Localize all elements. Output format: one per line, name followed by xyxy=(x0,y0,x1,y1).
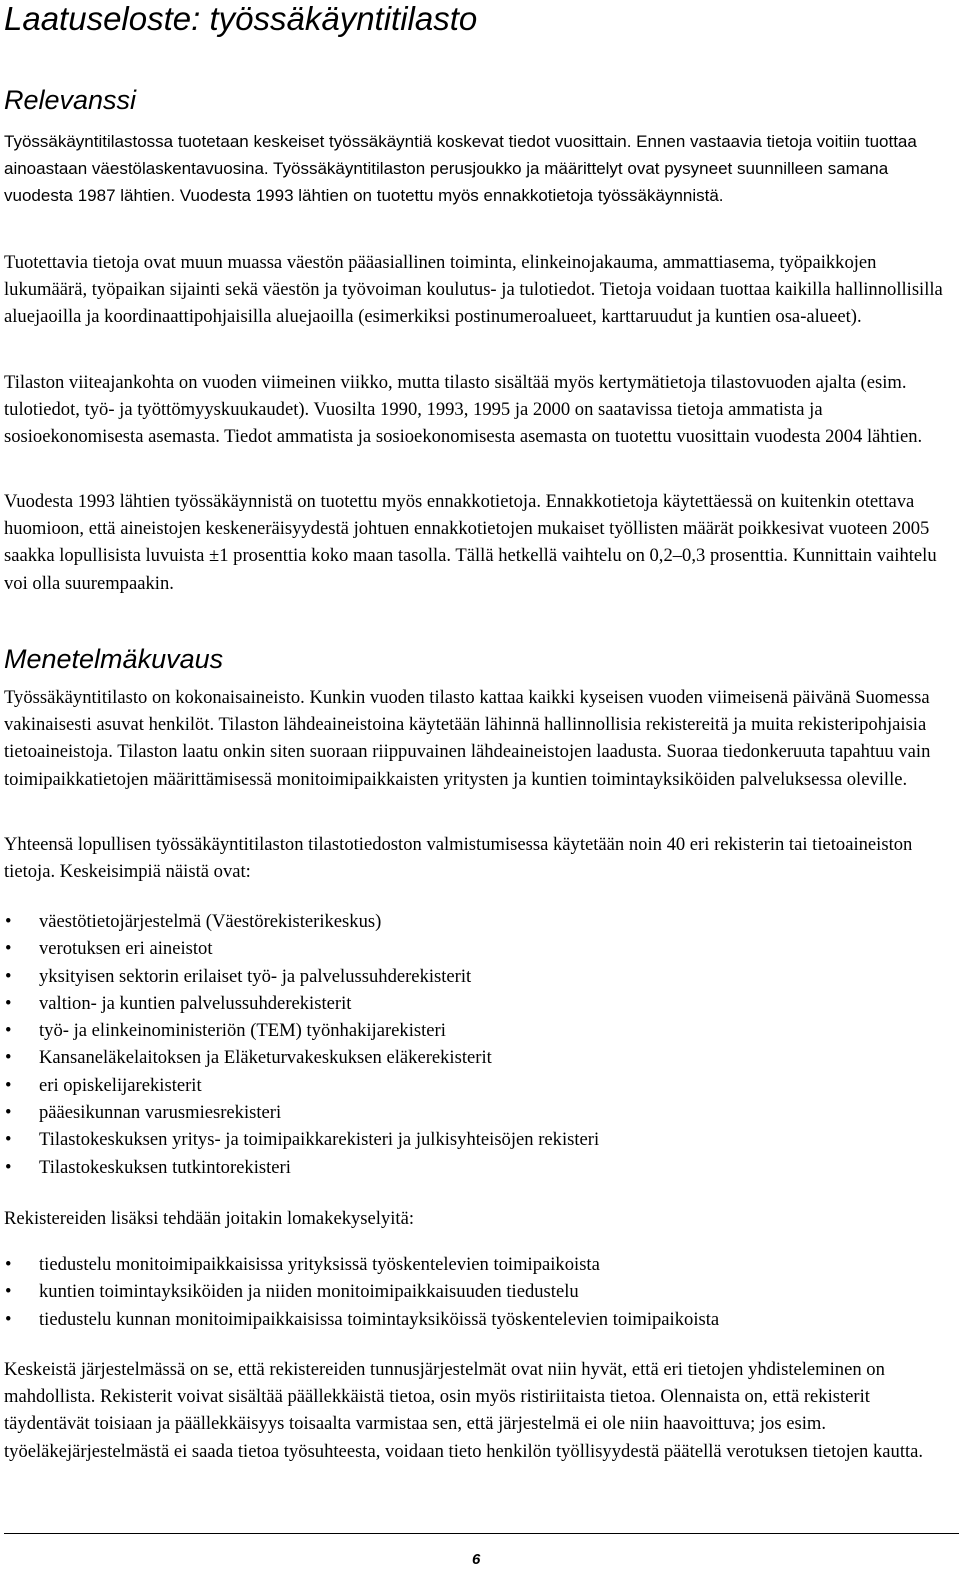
bullet-icon: • xyxy=(5,1129,12,1151)
section-heading-relevanssi: Relevanssi xyxy=(4,85,137,115)
list-item xyxy=(0,1278,960,1305)
relevanssi-paragraph-1: Työssäkäyntitilastossa tuotetaan keskeiset työssäkäyntiä koskevat tiedot vuosittain. Ennen vastaavia tietoja voitiin tuottaa ainoastaan väestölaskentavuosina. Työssäkäyntitilaston perusjoukko ja määrittelyt ovat pysyneet suunnilleen samana vuodesta 1987 lähtien. Vuodesta 1993 lähtien on tuotettu myös ennakkotietoja työssäkäynnistä. xyxy=(4,132,917,206)
bullet-icon: • xyxy=(5,1102,12,1124)
list-item-text: eri opiskelijarekisterit xyxy=(39,1074,202,1096)
bullet-icon: • xyxy=(5,1156,12,1178)
list-item-text: tiedustelu kunnan monitoimipaikkaisissa toimintayksiköissä työskentelevien toimipaikoista xyxy=(39,1308,720,1330)
list-item-text: pääesikunnan varusmiesrekisteri xyxy=(39,1102,282,1124)
list-item xyxy=(0,1306,960,1333)
list-item xyxy=(0,1251,960,1278)
bullet-icon: • xyxy=(5,992,12,1014)
relevanssi-paragraph-3: Tilaston viiteajankohta on vuoden viimeinen viikko, mutta tilasto sisältää myös kertymätietoja tilastovuoden ajalta (esim. tulotiedot, työ- ja työttömyyskuukaudet). Vuosilta 1990, 1993, 1995 ja 2000 on saatavissa tietoja ammatista ja sosioekonomisesta asemasta. Tiedot ammatista ja sosioekonomisesta asemasta on tuotettu vuosittain vuodesta 2004 lähtien. xyxy=(4,372,923,448)
bullet-icon: • xyxy=(5,965,12,987)
bullet-icon: • xyxy=(5,911,12,932)
list-item-text: työ- ja elinkeinoministeriön (TEM) työnhakijarekisteri xyxy=(39,1020,446,1042)
list-item xyxy=(0,963,960,990)
menetelma-paragraph-3: Rekistereiden lisäksi tehdään joitakin lomakekyselyitä: xyxy=(4,1208,414,1229)
list-item-text: väestötietojärjestelmä (Väestörekisterikeskus) xyxy=(39,911,382,932)
bullet-icon: • xyxy=(5,1308,12,1330)
relevanssi-paragraph-4: Vuodesta 1993 lähtien työssäkäynnistä on tuotettu myös ennakkotietoja. Ennakkotietoja käytettäessä on kuitenkin otettava huomioon, että aineistojen keskeneräisyydestä johtuen ennakkotietojen mukaiset työllisten määrät poikkesivat vuoteen 2005 saakka lopullisista luvuista ±1 prosenttia koko maan tasolla. Tällä hetkellä vaihtelu on 0,2–0,3 prosenttia. Kunnittain vaihtelu voi olla suurempaakin. xyxy=(4,491,937,594)
bullet-icon: • xyxy=(5,938,12,960)
bullet-icon: • xyxy=(5,1020,12,1042)
list-item-text: kuntien toimintayksiköiden ja niiden monitoimipaikkaisuuden tiedustelu xyxy=(39,1281,579,1303)
list-item-text: Kansaneläkelaitoksen ja Eläketurvakeskuksen eläkerekisterit xyxy=(39,1047,492,1069)
list-item xyxy=(0,1044,960,1071)
bullet-icon: • xyxy=(5,1074,12,1096)
list-item-text: Tilastokeskuksen tutkintorekisteri xyxy=(39,1156,291,1178)
menetelma-paragraph-4: Keskeistä järjestelmässä on se, että rekistereiden tunnusjärjestelmät ovat niin hyvät, että eri tietojen yhdisteleminen on mahdollista. Rekisterit voivat sisältää päällekkäistä tietoa, osin myös ristiriitaista tietoa. Olennaista on, että rekisterit täydentävät toisiaan ja päällekkäisyys toisaalta varmistaa sen, että järjestelmä ei ole niin haavoittuva; jos esim. työeläkejärjestelmästä ei saada tietoa työsuhteesta, voidaan tieto henkilön työllisyydestä päätellä verotuksen tietojen kautta. xyxy=(4,1359,924,1462)
menetelma-paragraph-1: Työssäkäyntitilasto on kokonaisaineisto. Kunkin vuoden tilasto kattaa kaikki kyseisen vuoden viimeisenä päivänä Suomessa vakinaisesti asuvat henkilöt. Tilaston lähdeaineistoina käytetään lähinnä hallinnollisia rekistereitä ja muita rekisteripohjaisia tietoaineistoja. Tilaston laatu onkin siten suoraan riippuvainen lähdeaineistojen laadusta. Suoraa tiedonkeruuta tapahtuu vain toimipaikkatietojen määrittämisessä monitoimipaikkaisten yritysten ja kuntien toimintayksiköiden palveluksessa oleville. xyxy=(4,687,931,790)
bullet-icon: • xyxy=(5,1047,12,1069)
list-item xyxy=(0,1154,960,1181)
page-number: 6 xyxy=(472,1551,481,1568)
footer-divider xyxy=(4,1533,959,1534)
list-item xyxy=(0,1017,960,1044)
list-item-text: Tilastokeskuksen yritys- ja toimipaikkarekisteri ja julkisyhteisöjen rekisteri xyxy=(39,1129,600,1151)
bullet-icon: • xyxy=(5,1254,12,1275)
list-item-text: valtion- ja kuntien palvelussuhderekisterit xyxy=(39,992,352,1014)
list-item xyxy=(0,990,960,1017)
list-item xyxy=(0,935,960,962)
list-item xyxy=(0,1072,960,1099)
menetelma-paragraph-2: Yhteensä lopullisen työssäkäyntitilaston tilastotiedoston valmistumisessa käytetään noin 40 eri rekisterin tai tietoaineiston tietoja. Keskeisimpiä näistä ovat: xyxy=(4,834,913,883)
survey-list xyxy=(0,1251,960,1333)
section-heading-menetelmakuvaus: Menetelmäkuvaus xyxy=(4,644,224,674)
document-title: Laatuseloste: työssäkäyntitilasto xyxy=(4,0,478,37)
list-item-text: tiedustelu monitoimipaikkaisissa yrityksissä työskentelevien toimipaikoista xyxy=(39,1254,600,1275)
list-item xyxy=(0,1099,960,1126)
list-item-text: yksityisen sektorin erilaiset työ- ja palvelussuhderekisterit xyxy=(39,965,472,987)
list-item-text: verotuksen eri aineistot xyxy=(39,938,213,960)
bullet-icon: • xyxy=(5,1281,12,1303)
relevanssi-paragraph-2: Tuotettavia tietoja ovat muun muassa väestön pääasiallinen toiminta, elinkeinojakauma, ammattiasema, työpaikkojen lukumäärä, työpaikan sijainti sekä väestön ja työvoiman koulutus- ja tulotiedot. Tietoja voidaan tuottaa kaikilla hallinnollisilla aluejaoilla ja koordinaattipohjaisilla aluejaoilla (esimerkiksi postinumeroalueet, karttaruudut ja kuntien osa-alueet). xyxy=(4,252,943,328)
register-list xyxy=(0,908,960,1181)
list-item xyxy=(0,908,960,935)
list-item xyxy=(0,1126,960,1153)
